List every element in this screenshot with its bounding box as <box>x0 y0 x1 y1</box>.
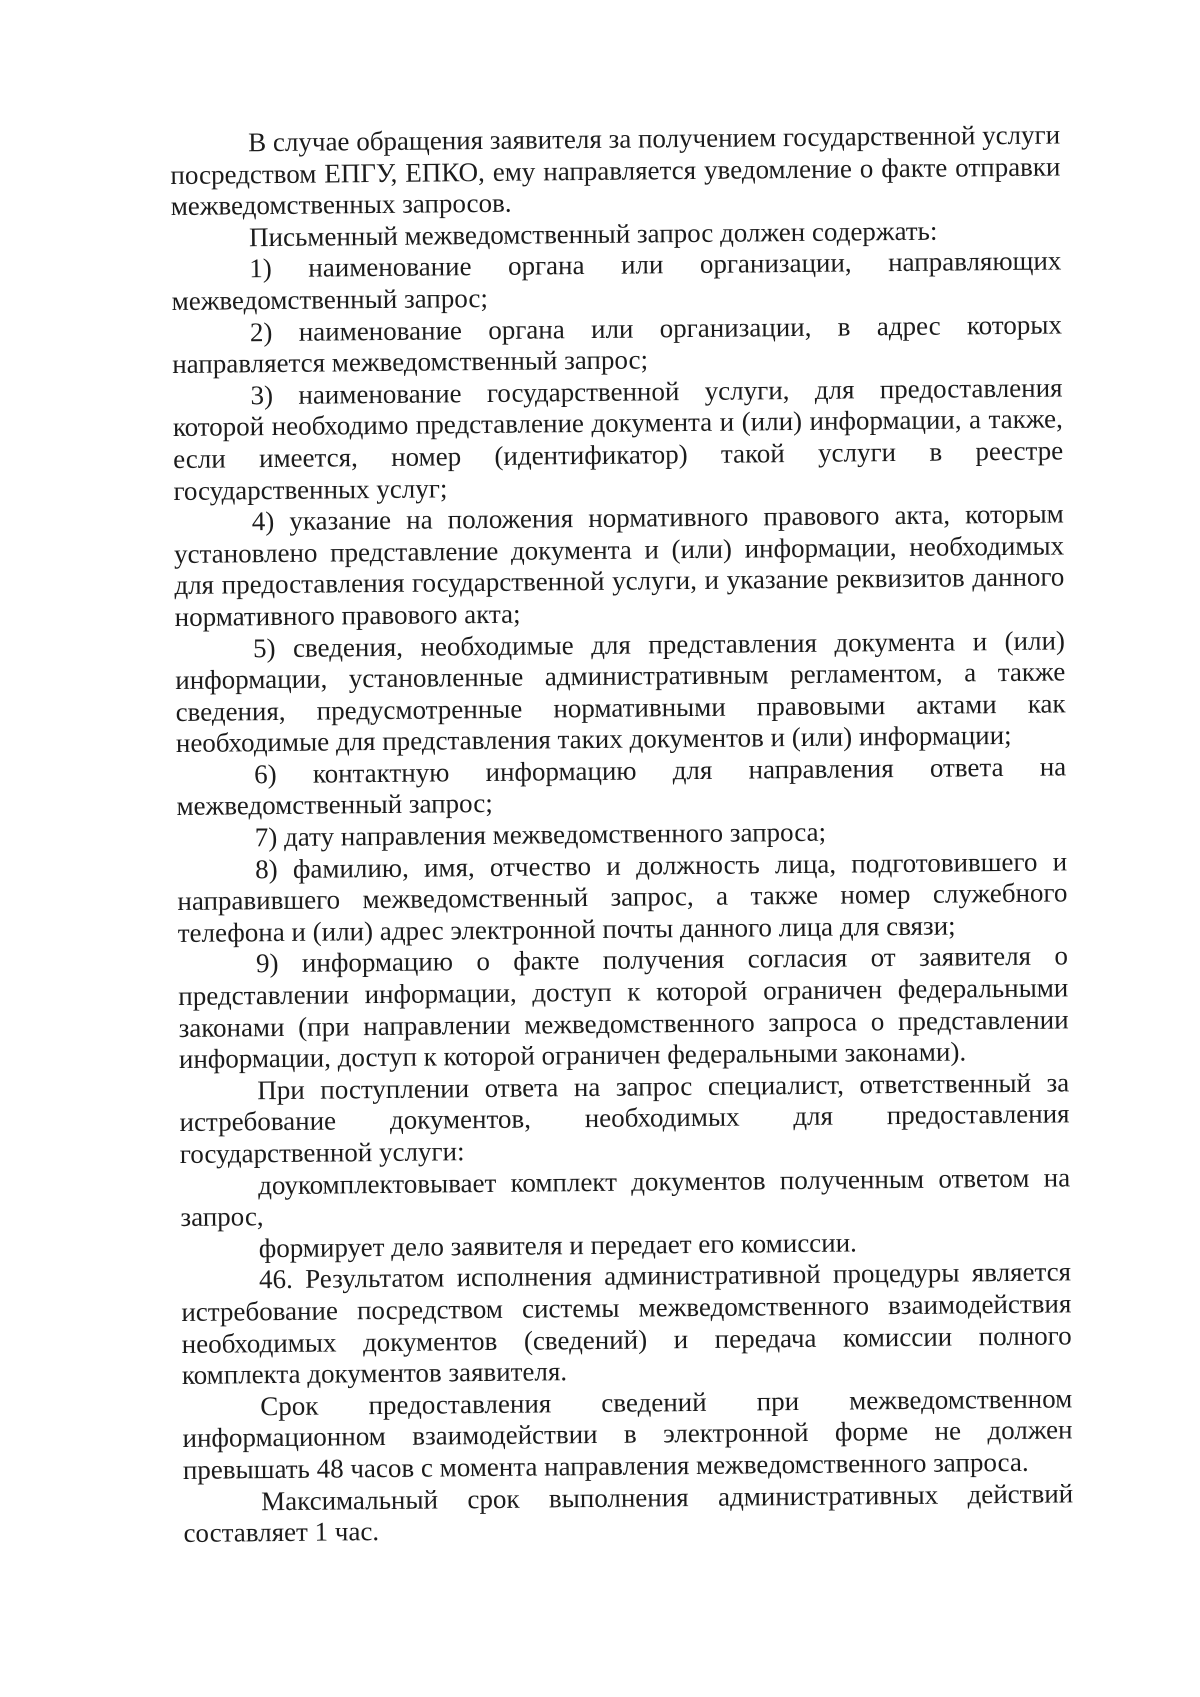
paragraph-complete-documents: доукомплектовывает комплект документов полученным ответом на запрос, <box>180 1162 1071 1233</box>
list-item-7: 7) дату направления межведомственного запроса; <box>254 816 827 853</box>
list-item-9: 9) информацию о факте получения согласия от заявителя о представлении информации, доступ к которой ограничен федеральными законами (при направлении межведомственного запроса о представлении информации, доступ к которой ограничен федеральными законами). <box>178 940 1069 1075</box>
list-item-8: 8) фамилию, имя, отчество и должность лица, подготовившего и направившего межведомственный запрос, а также номер служебного телефона и (или) адрес электронной почты данного лица для связи; <box>177 846 1068 948</box>
paragraph-max-duration: Максимальный срок выполнения административных действий составляет 1 час. <box>183 1477 1074 1549</box>
list-item-2: 2) наименование органа или организации, в адрес которых направляется межведомственный запрос; <box>172 309 1063 380</box>
document-body <box>170 119 1074 1549</box>
paragraph-section-46: 46. Результатом исполнения административной процедуры является истребование посредством системы межведомственного взаимодействия необходимых документов (сведений) и передача комиссии полного комплекта документов заявителя. <box>181 1256 1072 1391</box>
paragraph-request-contents-intro: Письменный межведомственный запрос должен содержать: <box>248 215 938 253</box>
paragraph-form-case: формирует дело заявителя и передает его комиссии. <box>258 1227 857 1263</box>
paragraph-response-received: При поступлении ответа на запрос специалист, ответственный за истребование документов, необходимых для предоставления государственной услуги: <box>179 1067 1070 1169</box>
paragraph-notification: В случае обращения заявителя за получением государственной услуги посредством ЕПГУ, ЕПКО, ему направляется уведомление о факте отправки межведомственных запросов. <box>170 119 1061 222</box>
list-item-6: 6) контактную информацию для направления ответа на межведомственный запрос; <box>176 751 1067 822</box>
list-item-3: 3) наименование государственной услуги, для предоставления которой необходимо представление документа и (или) информации, а также, если имеется, номер (идентификатор) такой услуги в реестре государственных услуг; <box>172 372 1064 506</box>
paragraph-response-deadline: Срок предоставления сведений при межведомственном информационном взаимодействии в электронной форме не должен превышать 48 часов с момента направления межведомственного запроса. <box>182 1383 1073 1485</box>
list-item-5: 5) сведения, необходимые для представления документа и (или) информации, установленные административным регламентом, а также сведения, предусмотренные нормативными правовыми актами как необходимые для представления таких документов и (или) информации; <box>175 624 1066 759</box>
list-item-1: 1) наименование органа или организации, направляющих межведомственный запрос; <box>171 245 1062 316</box>
list-item-4: 4) указание на положения нормативного правового акта, которым установлено представление документа и (или) информации, необходимых для предоставления государственной услуги, и указание реквизитов данного нормативного правового акта; <box>173 498 1065 632</box>
